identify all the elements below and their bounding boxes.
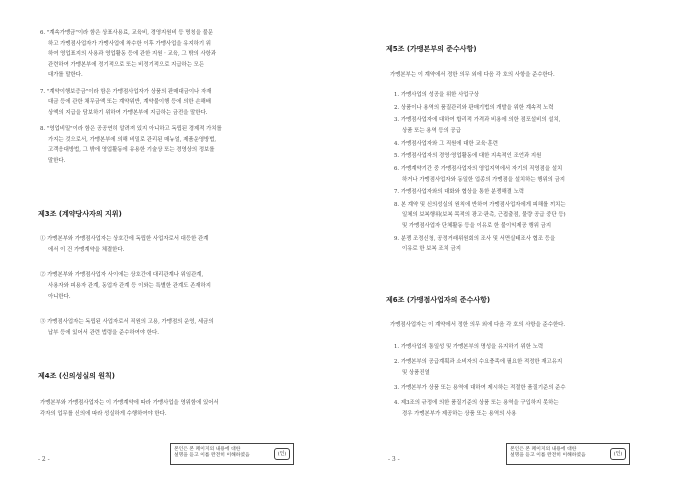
article5-item-line: 및 가맹점사업자 단체활동 등을 이유로 한 불이익제공 행위 금지 — [402, 222, 552, 229]
article4-heading: 제4조 (신의성실의 원칙) — [38, 372, 116, 380]
article3-item-line: ② 가맹본부와 가맹점사업자 사이에는 상호간에 대리관계나 위임관계, — [40, 272, 204, 278]
article2-item-line: 8. "영업비밀"이라 함은 공공연히 알려져 있지 아니하고 독립된 경제적 가치를 — [40, 126, 222, 132]
article5-item-line: 5. 가맹점사업자의 경영·영업활동에 대한 지속적인 조언과 지원 — [394, 153, 542, 160]
article6-item-line: 3. 가맹본부가 상품 또는 용역에 대하여 제시하는 적절한 품질기준의 준수 — [394, 385, 566, 391]
confirmation-text — [174, 447, 250, 459]
article6-item-line: 1. 가맹사업의 통일성 및 가맹본부의 명성을 유지하기 위한 노력 — [394, 344, 544, 350]
article6-heading: 제6조 (가맹점사업자의 준수사항) — [386, 296, 491, 304]
article3-item-line: 아니한다. — [48, 294, 71, 300]
right-page — [340, 0, 680, 481]
article5-item-line: 3. 가맹점사업자에 대하여 합리적 가격과 비용에 의한 점포설비의 설치, — [394, 117, 561, 124]
article5-item-line: 상품 또는 용역 등의 공급 — [402, 127, 461, 134]
article4-line: 각자의 업무를 신의에 따라 성실하게 수행하여야 한다. — [40, 411, 167, 417]
article5-heading: 제5조 (가맹본부의 준수사항) — [386, 45, 477, 53]
article2-item-line: 7. "계약이행보증금"이라 함은 가맹점사업자가 상품의 판매대금이나 자재 — [40, 88, 212, 95]
seal-mark: (인) — [274, 448, 290, 460]
article6-intro: 가맹점사업자는 이 계약에서 정한 의무 외에 다음 각 호의 사항을 준수한다. — [390, 322, 566, 328]
article2-item-line: 대금 등에 관한 채무금액 또는 계약위반, 계약불이행 등에 의한 손해배 — [48, 99, 211, 105]
article4-line: 가맹본부와 가맹점사업자는 이 가맹계약에 따라 가맹사업을 영위함에 있어서 — [40, 400, 219, 406]
confirmation-text — [510, 447, 586, 459]
article3-item-line: 사용자와 피용자 관계, 동업자 관계 등 이와는 특별한 관계도 존재하지 — [48, 283, 211, 289]
article5-item-line: 하거나 가맹점사업자와 동일한 업종의 가맹점을 설치하는 행위의 금지 — [402, 176, 566, 183]
confirmation-line-2: 설명을 듣고 이를 완전히 이해하였음 — [510, 453, 586, 458]
article2-item-line: 말한다. — [48, 157, 66, 164]
article5-item-line: 9. 분쟁 조정신청, 공정거래위원회의 조사 및 서면실태조사 협조 등을 — [394, 235, 556, 242]
article2-item-line: 관련하여 가맹본부에 정기적으로 또는 비정기적으로 지급하는 모든 — [48, 61, 205, 68]
article5-intro: 가맹본부는 이 계약에서 정한 의무 외에 다음 각 호의 사항을 준수한다. — [390, 72, 555, 78]
article5-item-line: 일체의 보복행위(보복 목적의 광고·판촉, 근접출점, 물량 공급 중단 등) — [402, 212, 566, 219]
article3-item-line: 납부 등에 있어서 관련 법령을 준수하여야 한다. — [48, 330, 159, 336]
seal-mark: (인) — [610, 448, 626, 460]
article6-item-line: 경우 가맹본부가 제공하는 상품 또는 용역의 사용 — [402, 411, 517, 417]
page-number: - 3 - — [388, 456, 400, 463]
article2-item-line: 가지는 것으로서, 가맹본부에 의해 비밀로 관리된 매뉴얼, 제품운영방법, — [48, 136, 217, 143]
article2-item-line: 대가를 말한다. — [48, 72, 83, 78]
article3-item-line: 에서 이 건 가맹계약을 체결한다. — [48, 247, 125, 253]
article5-item-line: 1. 가맹사업의 성공을 위한 사업구상 — [394, 92, 479, 98]
article3-item-line: ① 가맹본부와 가맹점사업자는 상호간에 독립한 사업자로서 대등한 관계 — [40, 236, 209, 242]
article6-item-line: 및 상품진열 — [402, 370, 430, 376]
article5-item-line: 4. 가맹점사업자와 그 직원에 대한 교육·훈련 — [394, 140, 498, 147]
confirmation-line-1: 본인은 본 페이지의 내용에 대한 — [174, 447, 241, 452]
confirmation-box — [506, 443, 630, 465]
confirmation-line-2: 설명을 듣고 이를 완전히 이해하였음 — [174, 453, 250, 458]
article2-item-line: 고객응대방법, 그 밖에 영업활동에 유용한 기술상 또는 경영상의 정보를 — [48, 147, 215, 153]
article6-item-line: 2. 가맹본부의 공급계획과 소비자의 수요충족에 필요한 적정한 재고유지 — [394, 359, 563, 365]
article3-item-line: ③ 가맹점사업자는 독립된 사업자로서 직원의 고용, 가맹점의 운영, 세금의 — [40, 319, 214, 325]
article5-item-line: 6. 가맹계약기간 중 가맹점사업자의 영업지역에서 자기의 직영점을 설치 — [394, 166, 563, 172]
article2-item-line: 상액의 지급을 담보하기 위하여 가맹본부에 지급하는 금전을 말한다. — [48, 109, 208, 116]
confirmation-line-1: 본인은 본 페이지의 내용에 대한 — [510, 447, 577, 452]
article2-item-line: 하여 영업표지의 사용과 영업활동 등에 관한 지원 · 교육, 그 밖의 사항과 — [48, 51, 217, 57]
article6-item-line: 4. 제3조의 규정에 의한 품질기준의 상품 또는 용역을 구입하지 못하는 — [394, 400, 559, 406]
article2-item-line: 하고 가맹점사업자가 가맹사업에 착수한 이후 가맹사업을 유지하기 위 — [48, 40, 212, 47]
article5-item-line: 이유로 한 보복 조치 금지 — [402, 246, 461, 253]
article5-item-line: 2. 상품이나 용역의 품질관리와 판매기법의 개발을 위한 계속적 노력 — [394, 104, 554, 111]
article5-item-line: 7. 가맹점사업자와의 대화와 협상을 통한 분쟁해결 노력 — [394, 189, 524, 196]
article2-item-line: 6. "계속가맹금"이라 함은 상표사용료, 교육비, 경영지원비 등 명칭을 불문 — [40, 30, 214, 36]
article5-item-line: 8. 본 계약 및 신의성실의 원칙에 반하여 가맹점사업자에게 피해를 끼치는 — [394, 201, 566, 208]
article3-heading: 제3조 (계약당사자의 지위) — [38, 210, 122, 218]
page-number: - 2 - — [38, 456, 50, 463]
confirmation-box — [170, 443, 294, 465]
